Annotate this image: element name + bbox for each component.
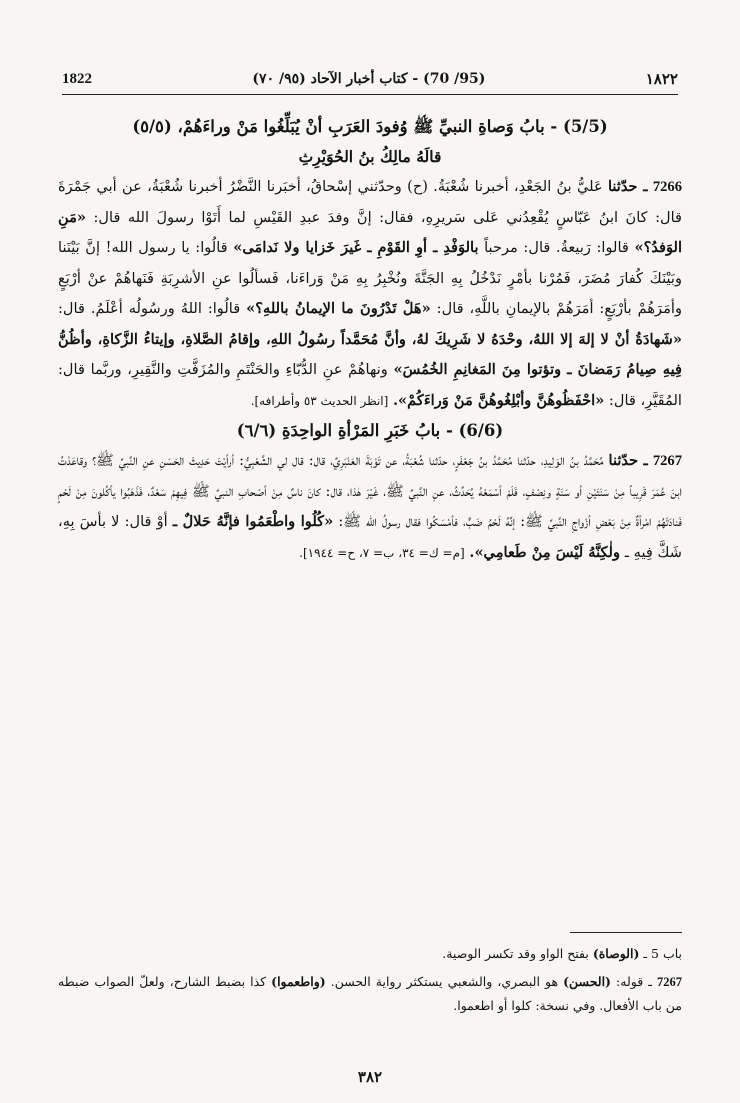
page-number-footer: ٣٨٢: [357, 1068, 383, 1086]
hadith-text: أوْ قال: لا بأسَ بِهِ، شَكَّ فِيهِ ـ: [58, 513, 682, 561]
hadith-text: قالُوا: اللهُ ورسُولُه أعْلَمُ. قال:: [58, 300, 241, 317]
hadith-quote: «مَنِ الوَفدُ؟»: [58, 208, 683, 256]
hadith-7267: [58, 446, 682, 568]
hadith-lead: ـ حدّثنا: [608, 452, 648, 469]
hadith-quote: «احْفَظُوهُنَّ وأبْلِغُوهُنَّ مَنْ وَراءَكُمْ».: [392, 391, 605, 409]
chapter-5-title: (5/5) - بابُ وَصاةِ النبيِّ ﷺ وُفودَ العَرَبِ أنْ يُبَلِّغُوا مَنْ وراءَهُمْ، (٥/٥): [132, 117, 608, 136]
footnote-label: 7267: [656, 975, 682, 989]
footnote-divider: [570, 932, 682, 933]
main-text: [58, 112, 682, 568]
hadith-text: مُحَمَّدُ بنُ الوَلِيدِ، حدّثنا مُحَمَّدُ بنُ جَعْفَرٍ، حدّثنا شُعْبَةُ، عن تَوْبَةَ العَنْبَرِيِّ، قال: قال لي الشَّعْبِيُّ: أرأيْتَ حَدِيثَ الحَسَنِ عنِ النَّبيِّ ﷺ؟ وقاعَدْتُ ابنَ عُمَرَ قَرِيباً مِنْ سَنَتَيْنِ أو سَنَةٍ ونِصْفٍ، فَلَمْ أسْمَعْهُ يُحَدِّثُ، عنِ النَّبيِّ ﷺ، غَيْرَ هٰذا، قال: كانَ ناسٌ مِنْ أصْحابِ النبيِّ ﷺ فِيهِمْ سَعْدٌ، فَذَهَبُوا يأكُلونَ مِنْ لَحْمٍ فَنادَتْهُمْ امْرأةٌ مِنْ بَعْضِ أزْواجِ النَّبيِّ ﷺ: إنَّهُ لَحْمُ ضَبٍّ، فأمْسَكُوا فقال رسولُ الله ﷺ:: [58, 452, 682, 530]
hadith-number: 7267: [652, 453, 683, 469]
hadith-quote: «شَهادَةُ أنْ لا إلهَ إلا اللهُ، وحْدَهُ لا شَرِيكَ لهُ، وأنَّ مُحَمَّداً رسُولُ اللهِ، وإقامُ الصَّلاةِ، وإيتاءُ الزَّكاةِ، وأظُنُّ فِيهِ صِيامُ رَمَضانَ ـ وتؤتوا مِنَ المَغانِمِ الخُمُسَ»: [58, 330, 682, 378]
chapter-5-subtitle: قالَهُ مالِكُ بنُ الحُوَيْرِثِ: [298, 147, 442, 166]
footnote-text: بفتح الواو وقد تكسر الوصية.: [442, 946, 589, 961]
hadith-lead: ـ حدّثنا: [607, 178, 648, 195]
hadith-text: ونهاهُمْ عنِ الدُّبّاءِ والحَنْتَمِ والمُزَفَّتِ والنَّقِيرِ، وربَّما قال: المُقَيَّرِ، قال:: [58, 361, 682, 409]
footnote-text: ـ قوله:: [616, 974, 652, 989]
hadith-quote: بالوَفْدِ ـ أوِ القَوْمِ ـ غَيرَ خَزايا ولا نَدامَى»: [233, 239, 479, 256]
footnote-text: كذا بضبط الشارح، ولعلّ الصواب ضبطه من باب الأفعال. وفي نسخة: كلوا أو اطعموا.: [58, 974, 682, 1013]
hadith-quote: ولٰكِنَّهُ لَيْسَ مِنْ طَعامِي».: [469, 543, 621, 561]
hadith-quote: «هَلْ تَدْرُونَ ما الإيمانُ باللهِ؟»: [246, 300, 431, 317]
footnote-term: (الوصاة): [592, 946, 640, 961]
hadith-text: قالُوا: يا رسول الله! إنَّ بَيْنَنا وبَيْنَكَ كُفارَ مُضَرَ، فَمُرْنا بأمْرٍ نَدْخُلُ بِهِ الجَنَّةَ ونُخْبِرُ بِهِ مَنْ وَراءَنا، فَسألُوا عنِ الأشرِبَةِ فَنَهاهُمْ عنْ أرْبَعٍ وأمَرَهُمْ بأرْبَعٍ: أمَرَهُمْ بالإيمانِ باللَّهِ، قال:: [58, 239, 683, 317]
footnote-term: (الحسن): [563, 974, 611, 989]
hadith-number: 7266: [652, 179, 683, 195]
cross-reference: [م= ك= ٣٤، ب= ٧، ح= ١٩٤٤].: [299, 545, 465, 560]
hadith-text: قالوا: رَبيعةُ. قال: مرحباً: [484, 239, 629, 256]
hadith-quote: «كُلُوا واطْعَمُوا فإنَّهُ حَلالٌ ـ: [172, 513, 334, 530]
cross-reference: [انظر الحديث ٥٣ وأطرافه].: [250, 393, 389, 408]
page-number-latin: 1822: [62, 70, 92, 87]
chapter-6-title: (6/6) - بابُ خَبَرِ المَرْأةِ الواحِدَةِ (٦/٦): [236, 421, 504, 440]
running-header: [62, 64, 678, 95]
footnote-label: باب 5: [651, 946, 682, 961]
footnote-text: ـ: [643, 946, 648, 961]
running-title: (95/ 70) - كتاب أخبار الآحاد (٩٥/ ٧٠): [252, 71, 486, 87]
footnote: [58, 970, 682, 1018]
footnote-term: (واطعموا): [271, 974, 326, 989]
footnote: [58, 942, 682, 966]
hadith-7266: [58, 172, 682, 416]
footnote-text: هو البصري، والشعبي يستكثر رواية الحسن.: [330, 974, 559, 989]
hadith-text: عَليُّ بنُ الجَعْدِ، أخبرنا شُعْبَةُ. (ح) وحدّثني إسْحاقُ، أخبَرنا النَّضْرُ أخبرنا شُعْبَةُ، عن أبي جَمْرَةَ قال: كانَ ابنُ عَبّاسٍ يُقْعِدُني عَلى سَريرِهِ، فقال: إنَّ وفدَ عبدِ القَيْسِ لما أَتَوْا رسولَ الله قال:: [58, 178, 683, 226]
page-number-arabic: ١٨٢٢: [645, 70, 678, 88]
footnotes: [58, 942, 682, 1022]
